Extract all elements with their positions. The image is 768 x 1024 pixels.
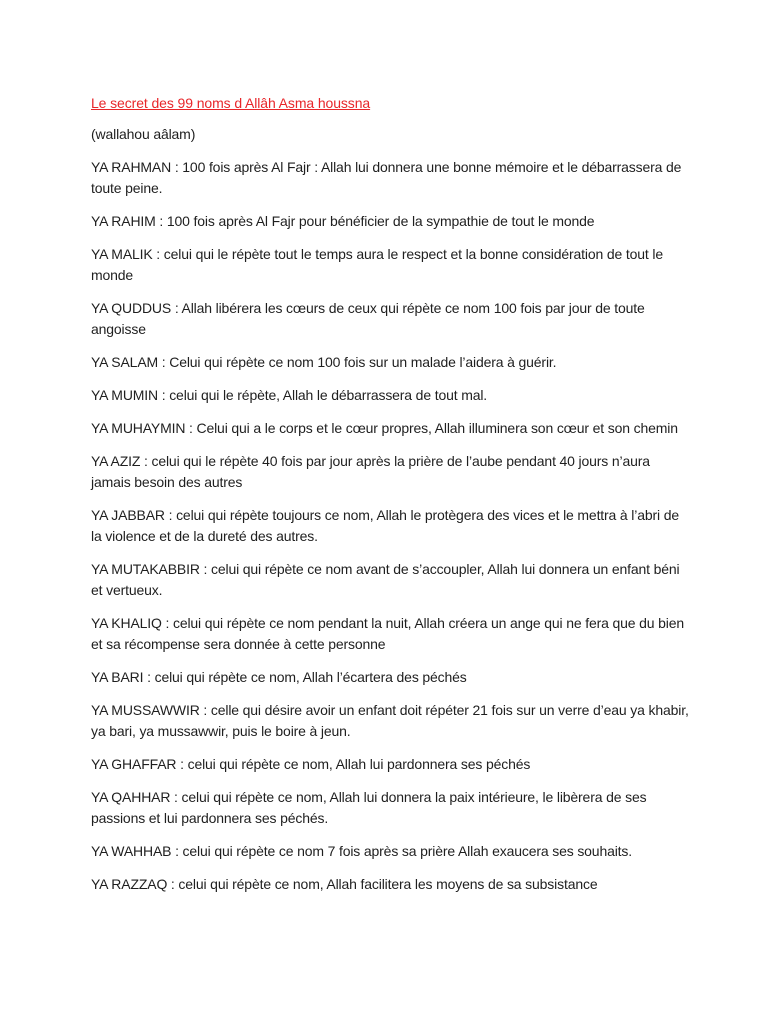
paragraph-ya-rahman: YA RAHMAN : 100 fois après Al Fajr : Allah lui donnera une bonne mémoire et le débarrassera de toute peine.	[91, 159, 682, 196]
paragraph-ya-mutakabbir: YA MUTAKABBIR : celui qui répète ce nom avant de s’accoupler, Allah lui donnera un enfant béni et vertueux.	[91, 561, 680, 598]
paragraph-ya-wahhab: YA WAHHAB : celui qui répète ce nom 7 fois après sa prière Allah exaucera ses souhaits.	[91, 843, 633, 859]
paragraph-ya-muhaymin: YA MUHAYMIN : Celui qui a le corps et le cœur propres, Allah illuminera son cœur et son chemin	[91, 420, 678, 436]
paragraph-intro: (wallahou aâlam)	[91, 126, 196, 142]
paragraph-ya-ghaffar: YA GHAFFAR : celui qui répète ce nom, Allah lui pardonnera ses péchés	[91, 756, 531, 772]
paragraph-ya-mumin: YA MUMIN : celui qui le répète, Allah le débarrassera de tout mal.	[91, 387, 488, 403]
document-title-link[interactable]: Le secret des 99 noms d Allâh Asma houssna	[91, 95, 371, 111]
paragraph-ya-aziz: YA AZIZ : celui qui le répète 40 fois par jour après la prière de l’aube pendant 40 jours n’aura jamais besoin des autres	[91, 453, 650, 490]
paragraph-ya-mussawwir: YA MUSSAWWIR : celle qui désire avoir un enfant doit répéter 21 fois sur un verre d’eau ya khabir, ya bari, ya mussawwir, puis le boire à jeun.	[91, 702, 689, 739]
paragraph-ya-jabbar: YA JABBAR : celui qui répète toujours ce nom, Allah le protègera des vices et le mettra à l’abri de la violence et de la dureté des autres.	[91, 507, 679, 544]
paragraph-ya-qahhar: YA QAHHAR : celui qui répète ce nom, Allah lui donnera la paix intérieure, le libèrera de ses passions et lui pardonnera ses péchés.	[91, 789, 647, 826]
paragraph-ya-khaliq: YA KHALIQ : celui qui répète ce nom pendant la nuit, Allah créera un ange qui ne fera que du bien et sa récompense sera donnée à cette personne	[91, 615, 685, 652]
paragraph-ya-salam: YA SALAM : Celui qui répète ce nom 100 fois sur un malade l’aidera à guérir.	[91, 354, 557, 370]
paragraph-ya-malik: YA MALIK : celui qui le répète tout le temps aura le respect et la bonne considération de tout le monde	[91, 246, 663, 283]
paragraph-ya-quddus: YA QUDDUS : Allah libérera les cœurs de ceux qui répète ce nom 100 fois par jour de toute angoisse	[91, 300, 645, 337]
document-page	[91, 94, 691, 907]
paragraph-ya-rahim: YA RAHIM : 100 fois après Al Fajr pour bénéficier de la sympathie de tout le monde	[91, 213, 595, 229]
paragraph-ya-bari: YA BARI : celui qui répète ce nom, Allah l’écartera des péchés	[91, 669, 467, 685]
paragraph-ya-razzaq: YA RAZZAQ : celui qui répète ce nom, Allah facilitera les moyens de sa subsistance	[91, 876, 598, 892]
